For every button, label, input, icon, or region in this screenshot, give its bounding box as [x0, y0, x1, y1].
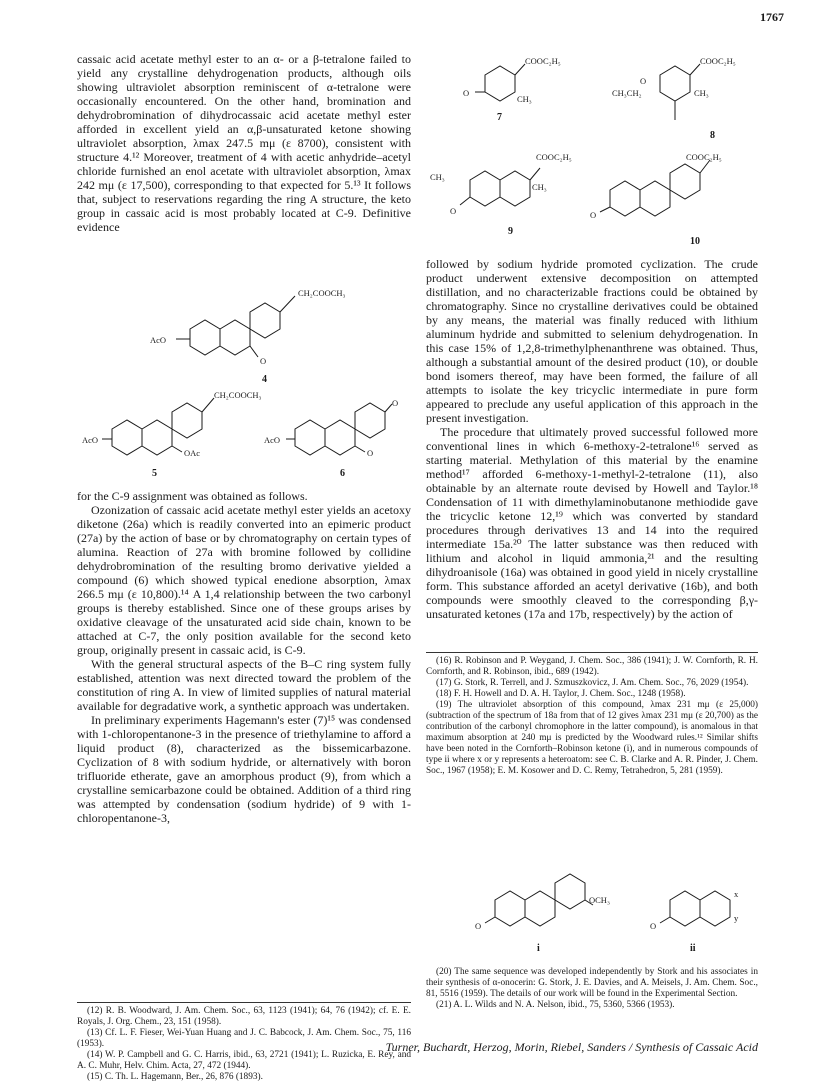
- structure-label: O: [475, 921, 482, 931]
- structure-5: [82, 384, 262, 479]
- structure-label: y: [734, 913, 739, 923]
- right-footnotes-bottom: [426, 967, 758, 1011]
- structure-i: [475, 855, 615, 960]
- footnote-rule: [77, 1002, 411, 1003]
- structure-number: 9: [508, 226, 513, 237]
- structure-number: 10: [690, 236, 700, 247]
- structure-number: ii: [690, 943, 696, 954]
- structure-label: O: [260, 356, 267, 366]
- footnote-rule: [426, 652, 758, 653]
- structure-number: 4: [262, 374, 267, 385]
- paragraph: In preliminary experiments Hagemann's ester (7)¹⁵ was condensed with 1-chloropentanone-3 in the presence of triethylamine to afford a liquid product (8), characterized as the bissemicarbazone. Cyclization of 8 with sodium hydride, or alternatively with boron trifluoride etherate, gave an amorphous product (9), from which a crystalline semicarbazone could be obtained. Addition of a third ring was attempted by condensation (sodium hydride) of 9 with 1-chloropentanone-3,: [77, 713, 411, 825]
- structure-label: O: [590, 210, 597, 220]
- structure-label: AcO: [264, 435, 281, 445]
- footnote: (20) The same sequence was developed independently by Stork and his associates in their synthesis of α-onocerin: G. Stork, J. E. Davies, and A. Meisels, J. Am. Chem. Soc., 81, 5516 (1959). The details of our work will be found in the Experimental Section.: [426, 967, 758, 999]
- left-column-mid: [77, 489, 411, 825]
- structure-label: CH₃: [532, 182, 547, 192]
- structure-label: CH₂COOCH₃: [298, 288, 346, 298]
- structure-label: CH₃: [517, 94, 532, 104]
- structure-label: COOC₂H₅: [525, 56, 561, 66]
- structure-label: O: [450, 206, 457, 216]
- structure-label: COOC₂H₅: [536, 152, 572, 162]
- footnote: (21) A. L. Wilds and N. A. Nelson, ibid., 75, 5360, 5366 (1953).: [436, 1000, 675, 1010]
- paragraph: followed by sodium hydride promoted cyclization. The crude product underwent extensive decomposition on attempted distillation, and no characterizable fractions could be obtained by chromatography. Since no crystalline derivatives could be obtained by any means, the material was finally reduced with lithium aluminum hydride and submitted to selenium dehydrogenation. In this case 15% of 1,2,8-trimethylphenanthrene was obtained. Thus, although a substantial amount of the desired product (10), or double bond isomers thereof, may have been formed, the failure of all attempts to isolate the key tricyclic intermediate in pure form appeared to preclude any useful application of this approach in the present investigation.: [426, 257, 758, 425]
- right-column-top: [426, 257, 758, 621]
- footnote: (19) The ultraviolet absorption of this compound, λmax 231 mμ (ε 25,000) (subtraction of the spectrum of 18a from that of 12 gives λmax 231 mμ (ε 20,700) as the contribution of the carbonyl chromophore in the latter compound), is anomalous in that maximum absorption at 240 mμ is predicted by the Woodward rules.¹² Similar shifts have been noted in the Cornforth–Robinson ketone (i), and in numerous compounds of type ii where x or y represents a heteroatom: see C. B. Clarke and A. R. Pinder, J. Chem. Soc., 1967 (1958); E. M. Kosower and D. C. Remy, Tetrahedron, 5, 281 (1959).: [426, 700, 758, 776]
- structure-label: COOC₂H₅: [700, 56, 736, 66]
- structure-label: CH₃CH₂: [612, 88, 642, 98]
- structure-label: AcO: [150, 335, 167, 345]
- structure-9: [430, 140, 580, 245]
- footnote: (15) C. Th. L. Hagemann, Ber., 26, 876 (1893).: [87, 1072, 263, 1082]
- structure-label: COOC₂H₅: [686, 152, 722, 162]
- structure-label: OCH₃: [589, 895, 610, 905]
- structure-ii: [650, 855, 760, 960]
- footnote: (16) R. Robinson and P. Weygand, J. Chem. Soc., 386 (1941); J. W. Cornforth, R. H. Cornforth, and R. Robinson, ibid., 689 (1942).: [426, 656, 758, 677]
- right-footnotes: [426, 656, 758, 777]
- structure-label: O: [640, 76, 647, 86]
- structure-label: CH₂COOCH₃: [214, 390, 262, 400]
- structure-label: CH₃: [694, 88, 709, 98]
- structure-label: O: [650, 921, 657, 931]
- footnote: (14) W. P. Campbell and G. C. Harris, ibid., 63, 2721 (1941); L. Ruzicka, E. Rey, and A. C. Muhr, Helv. Chim. Acta, 27, 472 (1944).: [77, 1050, 411, 1071]
- left-column-top: [77, 52, 411, 234]
- footnote: (13) Cf. L. F. Fieser, Wei-Yuan Huang and J. C. Babcock, J. Am. Chem. Soc., 75, 116 (1953).: [77, 1028, 411, 1049]
- structure-label: CH₃: [430, 172, 445, 182]
- structure-7: [455, 50, 575, 135]
- structure-4: [150, 284, 370, 385]
- structure-number: 5: [152, 468, 157, 479]
- structure-label: AcO: [82, 435, 99, 445]
- paragraph: With the general structural aspects of the B–C ring system fully established, attention was next directed toward the problem of the constitution of ring A. In view of limited supplies of natural material available for degradative work, a synthetic approach was undertaken.: [77, 657, 411, 713]
- structure-8: [610, 50, 760, 150]
- paragraph: cassaic acid acetate methyl ester to an α- or a β-tetralone failed to yield any crystalline dehydrogenation products, although oils showing ultraviolet absorption reminiscent of α-tetralone were occasionally encountered. On the other hand, bromination and dehydrobromination of dihydrocassaic acid acetate methyl ester afforded in excellent yield an α,β-unsaturated ketone showing ultraviolet absorption, λmax 247.5 mμ (ε 8700), consistent with structure 4.¹² Moreover, treatment of 4 with acetic anhydride–acetyl chloride furnished an enol acetate with ultraviolet absorption, λmax 242 mμ (ε 17,500), corresponding to that expected for 5.¹³ It follows that, subject to reservations regarding the ring A structure, the keto group in cassaic acid is most probably located at C-9. Definitive evidence: [77, 52, 411, 234]
- structure-label: O: [463, 88, 470, 98]
- structure-number: 8: [710, 130, 715, 141]
- structure-number: 7: [497, 112, 502, 123]
- footnote: (18) F. H. Howell and D. A. H. Taylor, J. Chem. Soc., 1248 (1958).: [436, 689, 686, 699]
- page-number: 1767: [760, 10, 784, 24]
- structure-10: [590, 140, 750, 255]
- footnote: (17) G. Stork, R. Terrell, and J. Szmuszkovicz, J. Am. Chem. Soc., 76, 2029 (1954).: [436, 678, 749, 688]
- paragraph: The procedure that ultimately proved successful followed more conventional lines in which 6-methoxy-2-tetralone¹⁶ served as starting material. Methylation of this material by the enamine method¹⁷ afforded 6-methoxy-1-methyl-2-tetralone (11), also obtainable by an alternate route devised by Howell and Taylor.¹⁸ Condensation of 11 with dimethylaminobutanone methiodide gave the tricyclic ketone 12,¹⁹ which was converted by standard procedures through derivatives 13 and 14 into the required intermediate 15a.²⁰ The latter substance was then reduced with lithium and alcohol in liquid ammonia,²¹ and the resulting dihydroanisole (16a) was obtained in good yield in nicely crystalline form. This substance afforded an acetyl derivative (16b), and both compounds were smoothly cleaved to the corresponding β,γ-unsaturated ketones (17a and 17b, respectively) by the action of: [426, 425, 758, 621]
- structure-label: OAc: [184, 448, 201, 458]
- structure-label: O: [392, 398, 399, 408]
- footnote: (12) R. B. Woodward, J. Am. Chem. Soc., 63, 1123 (1941); 64, 76 (1942); cf. E. E. Royals, J. Org. Chem., 23, 151 (1958).: [77, 1006, 411, 1027]
- structure-label: x: [734, 889, 739, 899]
- structure-number: i: [537, 943, 540, 954]
- paragraph: for the C-9 assignment was obtained as follows.: [77, 489, 308, 503]
- structure-6: [264, 384, 410, 479]
- paragraph: Ozonization of cassaic acid acetate methyl ester yields an acetoxy diketone (26a) which is readily converted into an epimeric product (27a) by the action of base or by chromatography on certain types of alumina. Reaction of 27a with bromine followed by collidine dehydrobromination of the resulting bromo derivative yielded a compound (6) which showed typical enedione absorption, λmax 266.5 mμ (ε 10,800).¹⁴ A 1,4 relationship between the two carbonyl groups is thereby established. Since one of these groups arises by oxidative cleavage of the unsaturated acid side chain, known to be attached at C-7, the only position available for the second keto group, originally present in cassaic acid, is C-9.: [77, 503, 411, 657]
- structure-number: 6: [340, 468, 345, 479]
- running-footer: Turner, Buchardt, Herzog, Morin, Riebel, Sanders / Synthesis of Cassaic Acid: [385, 1040, 758, 1054]
- structure-label: O: [367, 448, 374, 458]
